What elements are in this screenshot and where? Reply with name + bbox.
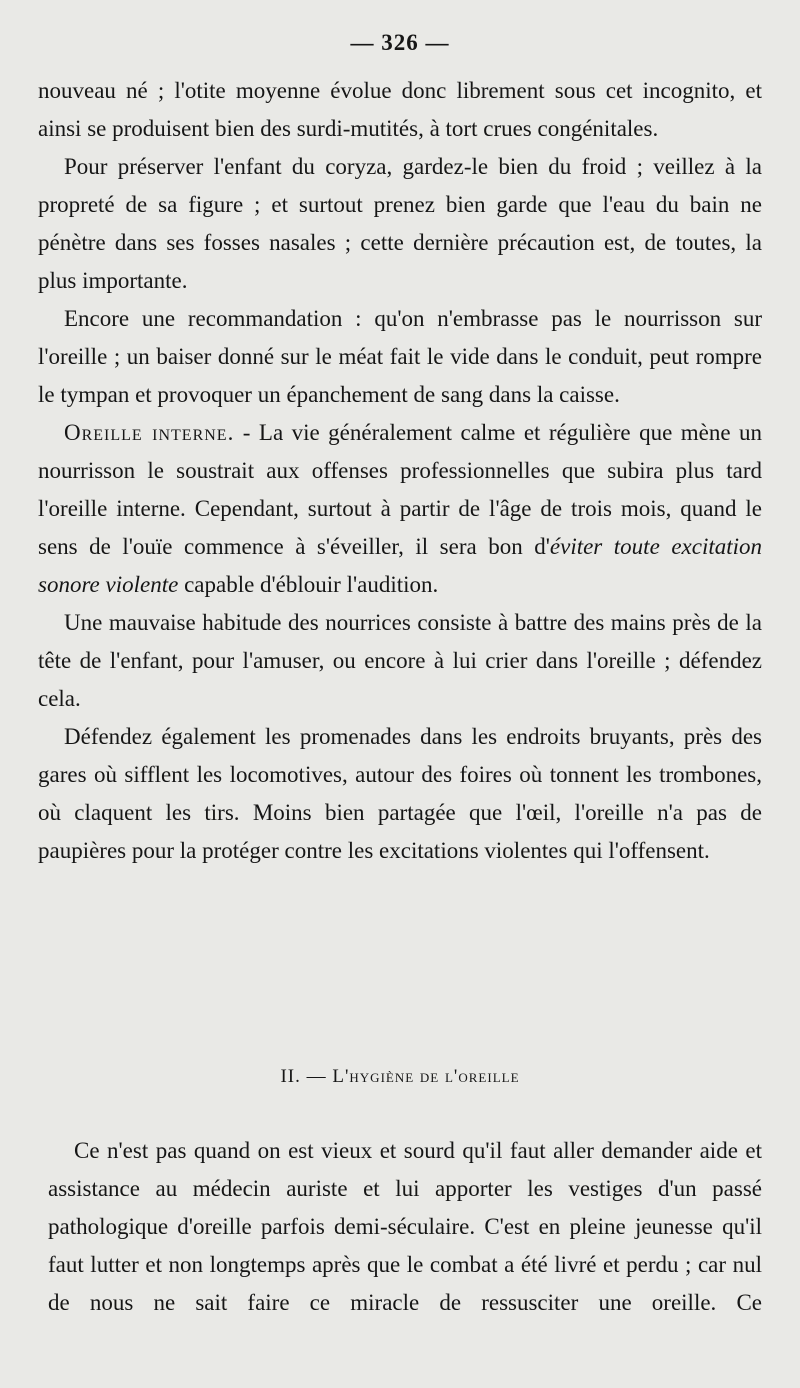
paragraph-2: Pour préserver l'enfant du coryza, gardez-le bien du froid ; veillez à la propreté de sa figure ; et surtout prenez bien garde que l'eau du bain ne pénètre dans ses fosses nasales ; cette dernière précaution est, de toutes, la plus importante. [38,154,762,293]
paragraph-5: Une mauvaise habitude des nourrices consiste à battre des mains près de la tête de l'enfant, pour l'amuser, ou encore à lui crier dans l'oreille ; défendez cela. [38,610,762,711]
section-heading: II. — L'hygiène de l'oreille [280,1066,520,1087]
body-text [38,72,762,870]
inline-heading-oreille-interne: Oreille interne. [64,420,235,445]
page-number: — 326 — [350,30,450,55]
paragraph-4-text-b: capable d'éblouir l'audition. [178,572,439,597]
paragraph-6: Défendez également les promenades dans les endroits bruyants, près des gares où sifflent les locomotives, autour des foires où tonnent les trombones, où claquent les tirs. Moins bien partagée que l'œil, l'oreille n'a pas de paupières pour la protéger contre les excitations violentes qui l'offensent. [38,724,762,863]
section-body-text [48,1132,762,1322]
paragraph-4 [38,414,762,604]
paragraph-3: Encore une recommandation : qu'on n'embrasse pas le nourrisson sur l'oreille ; un baiser donné sur le méat fait le vide dans le conduit, peut rompre le tympan et provoquer un épanchement de sang dans la caisse. [38,306,762,407]
paragraph-4-text-a: - La vie généralement calme et régulière que mène un nourrisson le soustrait aux offenses professionnelles que subira plus tard l'oreille interne. Cependant, surtout à partir de l'âge de trois mois, quand le sens de l'ouïe commence à s'éveiller, il sera bon d' [38,420,762,559]
paragraph-4-italic: éviter toute excitation sonore violente [38,534,763,597]
paragraph-1: nouveau né ; l'otite moyenne évolue donc librement sous cet incognito, et ainsi se produisent bien des surdi-mutités, à tort crues congénitales. [38,78,762,141]
section-paragraph: Ce n'est pas quand on est vieux et sourd qu'il faut aller demander aide et assistance au médecin auriste et lui apporter les vestiges d'un passé pathologique d'oreille parfois demi-séculaire. C'est en pleine jeunesse qu'il faut lutter et non longtemps après que le combat a été livré et perdu ; car nul de nous ne sait faire ce miracle de ressusciter une oreille. Ce [48,1138,762,1315]
